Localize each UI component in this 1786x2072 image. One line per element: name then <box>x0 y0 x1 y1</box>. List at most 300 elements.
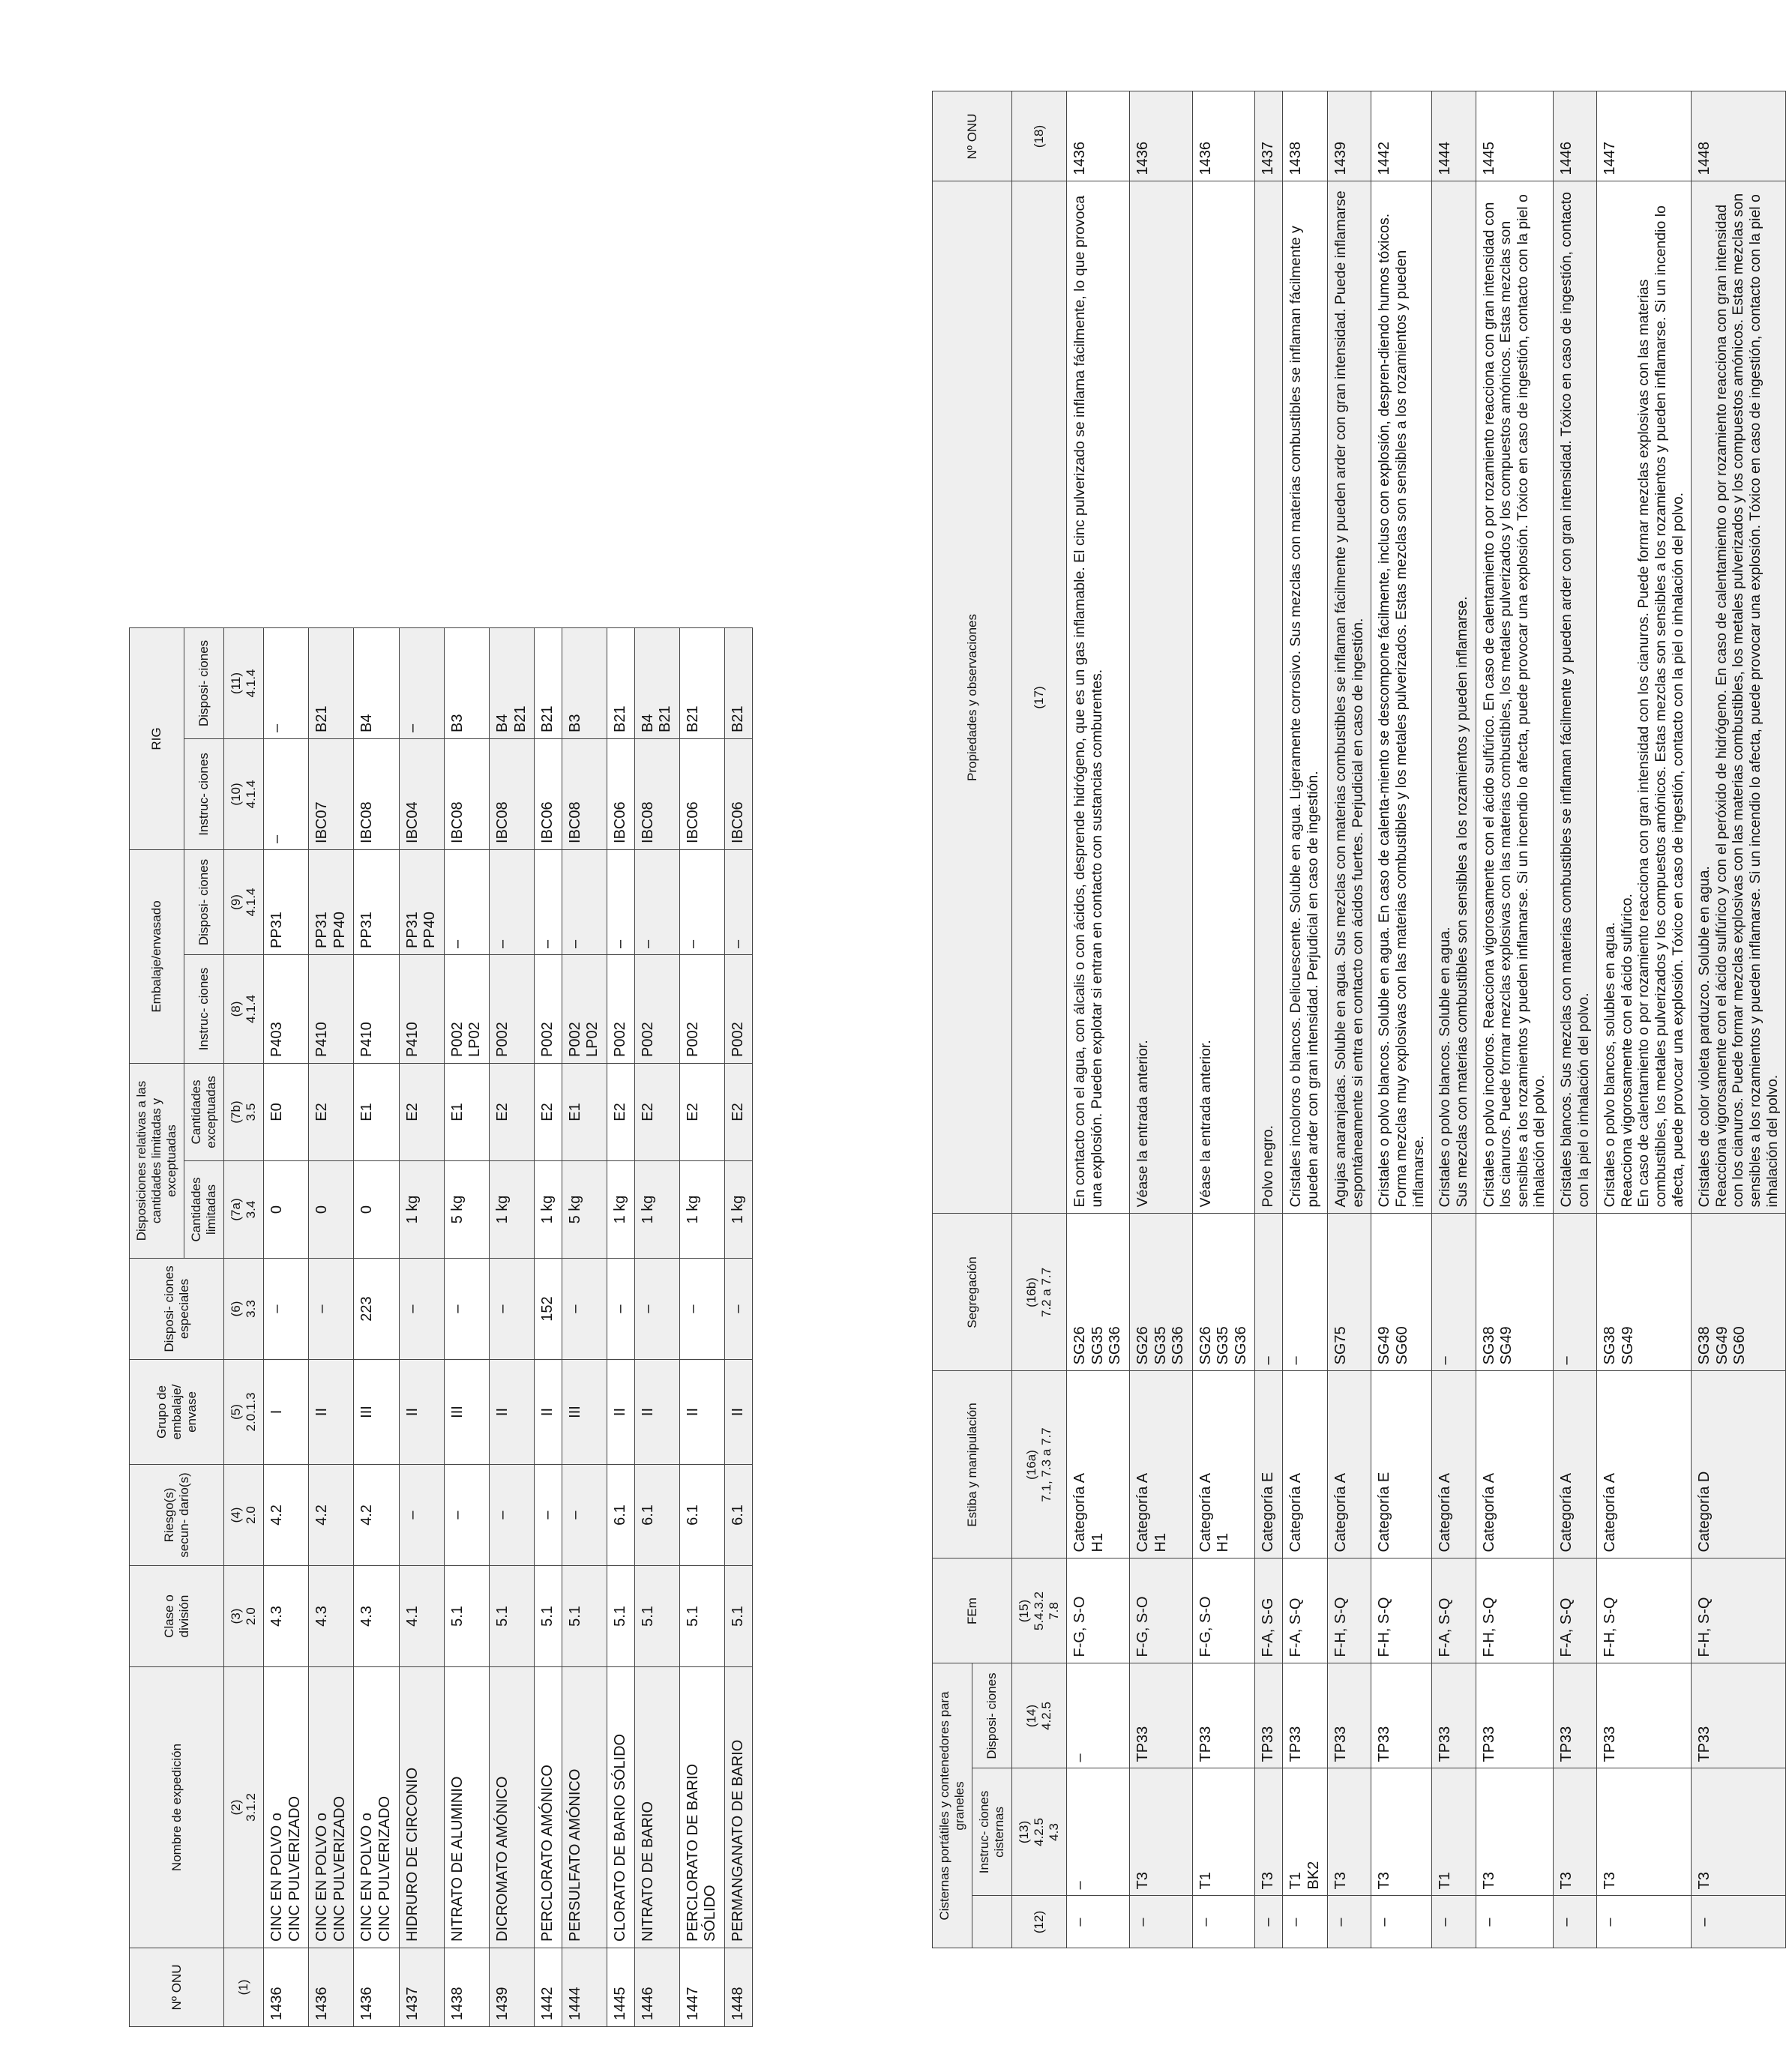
col12-cell: – <box>1283 1896 1328 1948</box>
un-cell: 1447 <box>679 1948 724 2027</box>
subsidiary-risk-cell: 4.2 <box>309 1465 354 1566</box>
table-row <box>1432 91 1476 2027</box>
excepted-quantity-cell: E1 <box>444 1064 489 1161</box>
blank-gap <box>1283 1948 1328 2027</box>
properties-cell: Agujas anaranjadas. Soluble en agua. Sus mezclas con materias combustibles se inflaman fácilmente y pueden arder con gran intensidad. Puede inflamarse espontáneamente si entra en contacto con ácidos fuertes. Perjudicial en caso de ingestión. <box>1328 181 1371 1214</box>
limited-quantity-cell: 0 <box>264 1161 309 1259</box>
tank-instruction-cell: T1 <box>1432 1768 1476 1896</box>
limited-quantity-cell: 0 <box>309 1161 354 1259</box>
ibc-instruction-cell: IBC06 <box>724 738 752 849</box>
un-cell: 1446 <box>634 1948 679 2027</box>
un-cell-right: 1438 <box>1283 91 1328 181</box>
shipping-name-cell: PERSULFATO AMÓNICO <box>562 1667 607 1948</box>
tank-instruction-cell: T3 <box>1129 1768 1192 1896</box>
special-provisions-cell: – <box>679 1259 724 1360</box>
stowage-cell: Categoría E <box>1255 1371 1283 1558</box>
blank-gap <box>724 16 752 627</box>
table-row <box>607 16 635 2026</box>
tank-instruction-cell: T3 <box>1371 1768 1432 1896</box>
table-row <box>1476 91 1553 2027</box>
col12-cell: – <box>1692 1896 1786 1948</box>
shipping-name-cell: PERCLORATO AMÓNICO <box>535 1667 562 1948</box>
excepted-quantity-cell: E1 <box>562 1064 607 1161</box>
ems-cell: F-G, S-O <box>1129 1558 1192 1663</box>
subsidiary-risk-cell: – <box>444 1465 489 1566</box>
table-row <box>1067 91 1130 2027</box>
un-cell: 1437 <box>399 1948 444 2027</box>
excepted-quantity-cell: E2 <box>679 1064 724 1161</box>
col12-cell: – <box>1553 1896 1596 1948</box>
blank-gap <box>1553 1948 1596 2027</box>
table-row <box>1692 91 1786 2027</box>
subsidiary-risk-cell: 6.1 <box>607 1465 635 1566</box>
ems-cell: F-H, S-Q <box>1476 1558 1553 1663</box>
colnum-1: (1) <box>224 1948 264 2027</box>
subsidiary-risk-cell: 6.1 <box>724 1465 752 1566</box>
tank-provision-cell: TP33 <box>1692 1663 1786 1768</box>
blank-gap <box>933 1948 1012 2027</box>
packing-instruction-cell: P002 <box>490 955 535 1064</box>
class-cell: 5.1 <box>607 1566 635 1667</box>
ibc-provision-cell: – <box>264 627 309 738</box>
table-row <box>1192 91 1255 2027</box>
col12-cell: – <box>1328 1896 1371 1948</box>
blank-gap <box>679 16 724 627</box>
class-cell: 4.3 <box>354 1566 399 1667</box>
properties-cell: Cristales o polvo incoloros. Reacciona vigorosamente con el ácido sulfúrico. En caso de calentamiento o por rozamiento reacciona con gran intensidad con los cianuros. Puede formar mezclas explosivas con las materias combustibles, los metales pulverizados y los compuestos amónicos. Estas mezclas son sensibles a los rozamientos y pueden inflamarse. Si un incendio lo afecta, puede provocar una explosión. Tóxico en caso de ingestión, contacto con la piel o inhalación del polvo. <box>1476 181 1553 1214</box>
subsidiary-risk-cell: 4.2 <box>264 1465 309 1566</box>
col-header-stowage: Estiba y manipulación <box>933 1371 1012 1558</box>
table-row <box>679 16 724 2026</box>
shipping-name-cell: NITRATO DE BARIO <box>634 1667 679 1948</box>
segregation-cell: SG49 SG60 <box>1371 1214 1432 1371</box>
colnum-16a: (16a) 7.1, 7.3 a 7.7 <box>1012 1371 1067 1558</box>
stowage-cell: Categoría A <box>1476 1371 1553 1558</box>
special-provisions-cell: – <box>444 1259 489 1360</box>
special-provisions-cell: – <box>634 1259 679 1360</box>
un-cell-right: 1436 <box>1067 91 1130 181</box>
packing-group-cell: III <box>444 1360 489 1465</box>
excepted-quantity-cell: E2 <box>535 1064 562 1161</box>
special-provisions-cell: – <box>264 1259 309 1360</box>
packing-group-cell: II <box>309 1360 354 1465</box>
un-cell-right: 1448 <box>1692 91 1786 181</box>
excepted-quantity-cell: E1 <box>354 1064 399 1161</box>
tank-provision-cell: TP33 <box>1553 1663 1596 1768</box>
col-header-properties: Propiedades y observaciones <box>933 181 1012 1214</box>
ibc-provision-cell: B21 <box>679 627 724 738</box>
blank-gap <box>1067 1948 1130 2027</box>
ibc-provision-cell: B4 B21 <box>490 627 535 738</box>
col12-cell: – <box>1371 1896 1432 1948</box>
ibc-provision-cell: – <box>399 627 444 738</box>
ibc-instruction-cell: IBC08 <box>634 738 679 849</box>
special-provisions-cell: – <box>724 1259 752 1360</box>
packing-provision-cell: – <box>607 849 635 954</box>
blank-gap <box>399 16 444 627</box>
col-header-tank-instr: Instruc- ciones cisternas <box>972 1768 1012 1896</box>
packing-provision-cell: – <box>634 849 679 954</box>
subsidiary-risk-cell: 6.1 <box>634 1465 679 1566</box>
properties-cell: Cristales incoloros o blancos. Delicuescente. Soluble en agua. Ligeramente corrosivo. Sus mezclas con materias combustibles se inflaman fácilmente y pueden arder con gran intensidad. Perjudicial en caso de ingestión. <box>1283 181 1328 1214</box>
ibc-provision-cell: B21 <box>607 627 635 738</box>
packing-group-cell: I <box>264 1360 309 1465</box>
colnum-15: (15) 5.4.3.2 7.8 <box>1012 1558 1067 1663</box>
colnum-2: (2) 3.1.2 <box>224 1667 264 1948</box>
blank-gap <box>1597 1948 1692 2027</box>
blank-gap <box>1129 1948 1192 2027</box>
table-row <box>354 16 399 2026</box>
col-header-segregation: Segregación <box>933 1214 1012 1371</box>
colnum-9: (9) 4.1.4 <box>224 849 264 954</box>
table-row <box>490 16 535 2026</box>
subsidiary-risk-cell: – <box>490 1465 535 1566</box>
tank-provision-cell: TP33 <box>1283 1663 1328 1768</box>
ibc-instruction-cell: IBC07 <box>309 738 354 849</box>
ibc-instruction-cell: IBC06 <box>535 738 562 849</box>
class-cell: 5.1 <box>490 1566 535 1667</box>
packing-instruction-cell: P002 <box>634 955 679 1064</box>
un-cell: 1436 <box>309 1948 354 2027</box>
tank-instruction-cell: T3 <box>1255 1768 1283 1896</box>
un-cell-right: 1436 <box>1192 91 1255 181</box>
tank-instruction-cell: T3 <box>1597 1768 1692 1896</box>
subsidiary-risk-cell: – <box>399 1465 444 1566</box>
ems-cell: F-G, S-O <box>1067 1558 1130 1663</box>
col-header-special-provisions: Disposi- ciones especiales <box>130 1259 224 1360</box>
colnum-3: (3) 2.0 <box>224 1566 264 1667</box>
excepted-quantity-cell: E0 <box>264 1064 309 1161</box>
ems-cell: F-A, S-Q <box>1432 1558 1476 1663</box>
blank-gap <box>607 16 635 627</box>
tank-instruction-cell: T1 BK2 <box>1283 1768 1328 1896</box>
ems-cell: F-G, S-O <box>1192 1558 1255 1663</box>
stowage-cell: Categoría D <box>1692 1371 1786 1558</box>
stowage-cell: Categoría A H1 <box>1192 1371 1255 1558</box>
tank-provision-cell: TP33 <box>1129 1663 1192 1768</box>
ibc-instruction-cell: IBC06 <box>679 738 724 849</box>
ibc-provision-cell: B21 <box>535 627 562 738</box>
table-row <box>1328 91 1371 2027</box>
tank-provision-cell: TP33 <box>1432 1663 1476 1768</box>
un-cell-right: 1437 <box>1255 91 1283 181</box>
packing-instruction-cell: P002 <box>535 955 562 1064</box>
tank-instruction-cell: T1 <box>1192 1768 1255 1896</box>
ibc-instruction-cell: IBC04 <box>399 738 444 849</box>
blank-gap <box>1371 1948 1432 2027</box>
packing-instruction-cell: P002 <box>607 955 635 1064</box>
packing-provision-cell: – <box>535 849 562 954</box>
ems-cell: F-H, S-Q <box>1328 1558 1371 1663</box>
limited-quantity-cell: 1 kg <box>634 1161 679 1259</box>
excepted-quantity-cell: E2 <box>724 1064 752 1161</box>
colnum-8: (8) 4.1.4 <box>224 955 264 1064</box>
properties-cell: Véase la entrada anterior. <box>1129 181 1192 1214</box>
shipping-name-cell: CLORATO DE BARIO SÓLIDO <box>607 1667 635 1948</box>
table-row <box>399 16 444 2026</box>
properties-cell: Cristales blancos. Sus mezclas con materias combustibles se inflaman fácilmente y pueden arder con gran intensidad. Tóxico en caso de ingestión, contacto con la piel o inhalación del polvo. <box>1553 181 1596 1214</box>
packing-group-cell: II <box>634 1360 679 1465</box>
tank-provision-cell: TP33 <box>1255 1663 1283 1768</box>
col-header-excepted: Cantidades exceptuadas <box>184 1064 224 1161</box>
excepted-quantity-cell: E2 <box>607 1064 635 1161</box>
colnum-4: (4) 2.0 <box>224 1465 264 1566</box>
ems-cell: F-H, S-Q <box>1371 1558 1432 1663</box>
properties-cell: En contacto con el agua, con álcalis o con ácidos, desprende hidrógeno, que es un gas inflamable. El cinc pulverizado se inflama fácilmente, lo que provoca una explosión. Pueden explotar si entran en contacto con sustancias comburentes. <box>1067 181 1130 1214</box>
table-row <box>562 16 607 2026</box>
packing-provision-cell: – <box>724 849 752 954</box>
packing-provision-cell: PP31 PP40 <box>399 849 444 954</box>
dangerous-goods-list-right <box>932 91 1786 2028</box>
tank-instruction-cell: T3 <box>1553 1768 1596 1896</box>
colnum-14: (14) 4.2.5 <box>1012 1663 1067 1768</box>
colnum-7b: (7b) 3.5 <box>224 1064 264 1161</box>
packing-instruction-cell: P002 LP02 <box>444 955 489 1064</box>
column-number-row <box>1012 91 1067 2027</box>
tank-instruction-cell: T3 <box>1476 1768 1553 1896</box>
ibc-provision-cell: B21 <box>309 627 354 738</box>
special-provisions-cell: – <box>490 1259 535 1360</box>
un-cell: 1445 <box>607 1948 635 2027</box>
tank-provision-cell: TP33 <box>1476 1663 1553 1768</box>
class-cell: 4.3 <box>264 1566 309 1667</box>
packing-instruction-cell: P002 <box>724 955 752 1064</box>
tank-provision-cell: TP33 <box>1328 1663 1371 1768</box>
shipping-name-cell: PERMANGANATO DE BARIO <box>724 1667 752 1948</box>
ibc-provision-cell: B3 <box>444 627 489 738</box>
excepted-quantity-cell: E2 <box>309 1064 354 1161</box>
limited-quantity-cell: 0 <box>354 1161 399 1259</box>
ems-cell: F-A, S-Q <box>1553 1558 1596 1663</box>
blank-gap <box>1328 1948 1371 2027</box>
segregation-cell: SG26 SG35 SG36 <box>1192 1214 1255 1371</box>
blank-gap <box>562 16 607 627</box>
ems-cell: F-H, S-Q <box>1597 1558 1692 1663</box>
packing-instruction-cell: P410 <box>354 955 399 1064</box>
segregation-cell: – <box>1432 1214 1476 1371</box>
limited-quantity-cell: 5 kg <box>562 1161 607 1259</box>
shipping-name-cell: CINC EN POLVO o CINC PULVERIZADO <box>264 1667 309 1948</box>
special-provisions-cell: 223 <box>354 1259 399 1360</box>
stowage-cell: Categoría A <box>1283 1371 1328 1558</box>
colnum-11: (11) 4.1.4 <box>224 627 264 738</box>
subsidiary-risk-cell: 6.1 <box>679 1465 724 1566</box>
un-cell: 1442 <box>535 1948 562 2027</box>
excepted-quantity-cell: E2 <box>490 1064 535 1161</box>
stowage-cell: Categoría A <box>1553 1371 1596 1558</box>
un-cell-right: 1436 <box>1129 91 1192 181</box>
table-row <box>535 16 562 2026</box>
un-cell-right: 1439 <box>1328 91 1371 181</box>
col12-cell: – <box>1432 1896 1476 1948</box>
col-header-tanks: Cisternas portátiles y contenedores para graneles <box>933 1663 972 1948</box>
class-cell: 5.1 <box>562 1566 607 1667</box>
col-header-ems: FEm <box>933 1558 1012 1663</box>
packing-provision-cell: – <box>444 849 489 954</box>
ibc-provision-cell: B21 <box>724 627 752 738</box>
stowage-cell: Categoría A H1 <box>1067 1371 1130 1558</box>
packing-instruction-cell: P403 <box>264 955 309 1064</box>
stowage-cell: Categoría A H1 <box>1129 1371 1192 1558</box>
blank-gap <box>309 16 354 627</box>
blank-gap <box>224 16 264 627</box>
col-header-packing-group: Grupo de embalaje/ envase <box>130 1360 224 1465</box>
properties-cell: Cristales o polvo blancos, solubles en agua. Reacciona vigorosamente con el ácido sulfúrico. En caso de calentamiento o por rozamiento reacciona con gran intensidad con los cianuros. Puede formar mezclas explosivas con las materias combustibles, los metales pulverizados y los compuestos amónicos. Estas mezclas son sensibles a los rozamientos y pueden inflamarse. Si un incendio lo afecta, puede provocar una explosión. Tóxico en caso de ingestión, contacto con la piel o inhalación del polvo. <box>1597 181 1692 1214</box>
ibc-instruction-cell: IBC08 <box>354 738 399 849</box>
limited-quantity-cell: 1 kg <box>490 1161 535 1259</box>
shipping-name-cell: CINC EN POLVO o CINC PULVERIZADO <box>309 1667 354 1948</box>
class-cell: 5.1 <box>679 1566 724 1667</box>
segregation-cell: – <box>1255 1214 1283 1371</box>
blank-gap <box>1692 1948 1786 2027</box>
ibc-instruction-cell: IBC08 <box>562 738 607 849</box>
blank-gap <box>1192 1948 1255 2027</box>
col-header-ibc-instr: Instruc- ciones <box>184 738 224 849</box>
col-header-limited: Cantidades limitadas <box>184 1161 224 1259</box>
tank-provision-cell: – <box>1067 1663 1130 1768</box>
excepted-quantity-cell: E2 <box>634 1064 679 1161</box>
col-header-ibc-prov: Disposi- ciones <box>184 627 224 738</box>
un-cell: 1436 <box>354 1948 399 2027</box>
segregation-cell: – <box>1283 1214 1328 1371</box>
limited-quantity-cell: 1 kg <box>607 1161 635 1259</box>
class-cell: 4.3 <box>309 1566 354 1667</box>
blank-gap <box>535 16 562 627</box>
special-provisions-cell: – <box>309 1259 354 1360</box>
col12-cell: – <box>1192 1896 1255 1948</box>
class-cell: 5.1 <box>634 1566 679 1667</box>
class-cell: 5.1 <box>535 1566 562 1667</box>
packing-provision-cell: – <box>562 849 607 954</box>
packing-provision-cell: PP31 <box>264 849 309 954</box>
colnum-13: (13) 4.2.5 4.3 <box>1012 1768 1067 1896</box>
colnum-17: (17) <box>1012 181 1067 1214</box>
colnum-12: (12) <box>1012 1896 1067 1948</box>
packing-provision-cell: – <box>490 849 535 954</box>
ems-cell: F-A, S-G <box>1255 1558 1283 1663</box>
table-row <box>309 16 354 2026</box>
blank-gap <box>444 16 489 627</box>
un-cell: 1444 <box>562 1948 607 2027</box>
properties-cell: Cristales o polvo blancos. Soluble en agua. En caso de calenta-miento se descompone fácilmente, incluso con explosión, despren-diendo humos tóxicos. Forma mezclas muy explosivas con las materias combustibles y los metales pulverizados. Estas mezclas son sensibles a los rozamientos y pueden inflamarse. <box>1371 181 1432 1214</box>
un-cell: 1448 <box>724 1948 752 2027</box>
table-row <box>724 16 752 2026</box>
tank-provision-cell: TP33 <box>1371 1663 1432 1768</box>
blank-gap <box>1012 1948 1067 2027</box>
col-header-subsidiary: Riesgo(s) secun- dario(s) <box>130 1465 224 1566</box>
table-row <box>1129 91 1192 2027</box>
special-provisions-cell: – <box>399 1259 444 1360</box>
packing-instruction-cell: P410 <box>399 955 444 1064</box>
packing-group-cell: II <box>535 1360 562 1465</box>
shipping-name-cell: DICROMATO AMÓNICO <box>490 1667 535 1948</box>
segregation-cell: SG26 SG35 SG36 <box>1129 1214 1192 1371</box>
ibc-instruction-cell: – <box>264 738 309 849</box>
packing-provision-cell: PP31 PP40 <box>309 849 354 954</box>
class-cell: 5.1 <box>444 1566 489 1667</box>
stowage-cell: Categoría E <box>1371 1371 1432 1558</box>
packing-group-cell: II <box>490 1360 535 1465</box>
stowage-cell: Categoría A <box>1432 1371 1476 1558</box>
col12-cell: – <box>1476 1896 1553 1948</box>
blank-gap <box>634 16 679 627</box>
colnum-7a: (7a) 3.4 <box>224 1161 264 1259</box>
shipping-name-cell: CINC EN POLVO o CINC PULVERIZADO <box>354 1667 399 1948</box>
col-header-12 <box>972 1896 1012 1948</box>
segregation-cell: SG38 SG49 <box>1476 1214 1553 1371</box>
packing-instruction-cell: P410 <box>309 955 354 1064</box>
table-row <box>1371 91 1432 2027</box>
col-header-tank-prov: Disposi- ciones <box>972 1663 1012 1768</box>
un-cell-right: 1442 <box>1371 91 1432 181</box>
subsidiary-risk-cell: 4.2 <box>354 1465 399 1566</box>
packing-group-cell: III <box>354 1360 399 1465</box>
packing-group-cell: III <box>562 1360 607 1465</box>
ibc-provision-cell: B4 <box>354 627 399 738</box>
blank-gap <box>490 16 535 627</box>
header-row-1 <box>933 91 972 2027</box>
table-row <box>1255 91 1283 2027</box>
special-provisions-cell: – <box>562 1259 607 1360</box>
col12-cell: – <box>1067 1896 1130 1948</box>
tank-instruction-cell: T3 <box>1692 1768 1786 1896</box>
table-row <box>1553 91 1596 2027</box>
blank-gap <box>1432 1948 1476 2027</box>
properties-cell: Véase la entrada anterior. <box>1192 181 1255 1214</box>
colnum-10: (10) 4.1.4 <box>224 738 264 849</box>
column-number-row <box>224 16 264 2026</box>
ibc-provision-cell: B4 B21 <box>634 627 679 738</box>
tank-instruction-cell: – <box>1067 1768 1130 1896</box>
class-cell: 4.1 <box>399 1566 444 1667</box>
un-cell: 1438 <box>444 1948 489 2027</box>
col-header-name: Nombre de expedición <box>130 1667 224 1948</box>
un-cell: 1439 <box>490 1948 535 2027</box>
col-header-ibc: RIG <box>130 627 184 849</box>
colnum-16b: (16b) 7.2 a 7.7 <box>1012 1214 1067 1371</box>
packing-provision-cell: – <box>679 849 724 954</box>
tank-provision-cell: TP33 <box>1192 1663 1255 1768</box>
table-row <box>264 16 309 2026</box>
limited-quantity-cell: 1 kg <box>724 1161 752 1259</box>
col12-cell: – <box>1597 1896 1692 1948</box>
un-cell-right: 1445 <box>1476 91 1553 181</box>
properties-cell: Cristales o polvo blancos. Soluble en agua. Sus mezclas con materias combustibles son sensibles a los rozamientos y pueden inflamarse. <box>1432 181 1476 1214</box>
packing-group-cell: II <box>607 1360 635 1465</box>
blank-gap <box>354 16 399 627</box>
col-header-class: Clase o división <box>130 1566 224 1667</box>
col12-cell: – <box>1255 1896 1283 1948</box>
tank-instruction-cell: T3 <box>1328 1768 1371 1896</box>
col12-cell: – <box>1129 1896 1192 1948</box>
col-header-packing: Embalaje/envasado <box>130 849 184 1063</box>
un-cell-right: 1444 <box>1432 91 1476 181</box>
stowage-cell: Categoría A <box>1597 1371 1692 1558</box>
dangerous-goods-list-left <box>129 16 753 2027</box>
colnum-5: (5) 2.0.1.3 <box>224 1360 264 1465</box>
special-provisions-cell: – <box>607 1259 635 1360</box>
col-header-limited-excepted: Disposiciones relativas a las cantidades limitadas y exceptuadas <box>130 1064 184 1259</box>
table-row <box>444 16 489 2026</box>
table-row <box>1283 91 1328 2027</box>
table-row <box>634 16 679 2026</box>
shipping-name-cell: PERCLORATO DE BARIO SÓLIDO <box>679 1667 724 1948</box>
col-header-un: Nº ONU <box>130 1948 224 2027</box>
special-provisions-cell: 152 <box>535 1259 562 1360</box>
limited-quantity-cell: 1 kg <box>535 1161 562 1259</box>
blank-gap <box>1476 1948 1553 2027</box>
blank-gap <box>130 16 224 627</box>
